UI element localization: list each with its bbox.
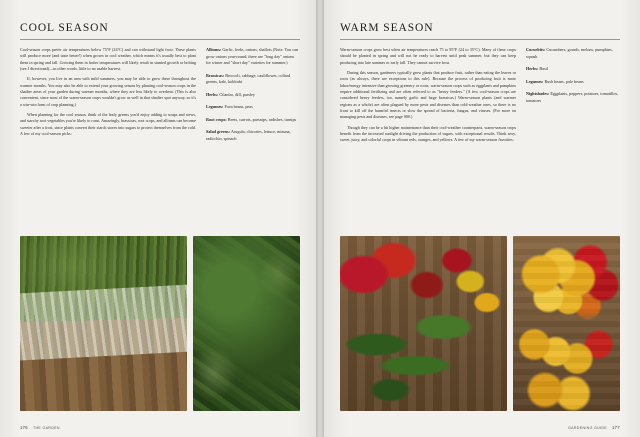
- list-item: [526, 91, 620, 104]
- photo-leafy-greens: [193, 236, 300, 411]
- paragraph: During this season, gardeners typically grow plants that produce fruit, rather than eating the leaves or roots (as always, there are exceptions to this rule). Because the process of producing fruit is more labor/energy intensive than growing greenery or roots, warm-season crops such as eggplants and pumpkins require additional fertilizing and are often referred to as "heavy feeders." (A few cool-season crops are considered heavy feeders, too, namely garlic and large brassicas.) Warm-season plants (and warmer regions as a whole) are often plagued by more pests and diseases than cold-weather ones, so there is no front to kill off the harmful insects or slow the spread of bacteria, fungus, and viruses. (For more on managing pests and diseases, see page 000.): [340, 70, 516, 120]
- list-item-label: Nightshades:: [526, 91, 550, 96]
- list-item-text: Bush beans, pole beans: [544, 78, 584, 84]
- list-item-label: Cucurbits:: [526, 47, 546, 52]
- list-item-text: Broccoli, cabbage, cauliflower, collard greens, kale, kohlrabi: [206, 72, 291, 84]
- paragraph: When planning for the cool season, think of the leafy greens you'd enjoy adding to soups and stews, and starchy root vegetables you're likely to roast. Amazingly, brassicas, root crops, and alliums can become sweeter after a frost, since plants convert their starch stores into sugars to protect themselves from the cold. A few of my cool-season picks:: [20, 112, 196, 137]
- list-item: [526, 66, 620, 73]
- left-photo-row: [20, 236, 300, 411]
- list-item-label: Brassicas:: [206, 72, 225, 78]
- page-title-warm-season: WARM SEASON: [340, 22, 434, 34]
- list-item: [206, 104, 300, 111]
- list-item-text: Beets, carrots, parsnips, radishes, turnips: [227, 116, 297, 122]
- list-item: [526, 47, 620, 60]
- right-columns: [340, 47, 620, 148]
- right-sidebar-list: [526, 47, 620, 148]
- left-columns: [20, 47, 300, 148]
- list-item: [206, 129, 300, 142]
- left-body-column: [20, 47, 196, 148]
- running-head: GARDENING GUIDE: [568, 425, 608, 430]
- paragraph: If, however, you live in an area with mild summers, you may be able to grow these throughout the warmer months. You may also be able to extend your growing season by planting cool-season crops in the shadier areas of your garden during warmer months, where they are less likely to overheat. (This is also convenient, since most of the warm-season crops wouldn't grow as well in that shadier spot anyway, so it's a win-win form of crop planning.): [20, 76, 196, 107]
- photo-cherry-tomato-baskets: [513, 236, 620, 411]
- right-body-column: [340, 47, 516, 148]
- right-photo-row: [340, 236, 620, 411]
- photo-leeks-on-table: [20, 236, 187, 411]
- photo-peppers-and-tomatoes: [340, 236, 507, 411]
- list-item-text: Arugula, chicories, lettuce, mizuna, radicchio, spinach: [206, 129, 291, 141]
- list-item: [526, 79, 620, 86]
- paragraph: Warm-season crops grow best when air temperatures reach 75 to 95°F (24 to 35°C). Many of these crops should be planted in spring and will not be ready to harvest until peak summer, but they can keep producing into late summer or early fall. They cannot survive frost.: [340, 47, 516, 65]
- list-item-text: Basil: [539, 66, 548, 71]
- right-page: [320, 0, 640, 437]
- paragraph: Though they can be a bit higher maintenance than their cool-weather counterparts, warm-season crops benefit from the increased sunlight driving the production of sugars, with exceptional results. Think sexy, sweet, juicy, and colorful crops in vibrant reds, oranges, and yellows. A few of my warm-season favorites:: [340, 124, 516, 143]
- list-item-label: Root crops:: [206, 116, 227, 122]
- left-page-footer: [20, 425, 300, 430]
- paragraph: Cool-season crops prefer air temperatures below 75°F (24°C) and can withstand light frost. These plants will produce more (and taste better!) when grown in cool weather, which means it's usually best to plant them in spring and fall. Growing them in hotter temperatures will likely result in stunted growth or bolting (see J directional)—in other words, little to no usable harvest.: [20, 47, 196, 72]
- list-item: [206, 92, 300, 99]
- list-item-label: Herbs:: [526, 66, 539, 71]
- list-item-label: Herbs:: [206, 91, 219, 97]
- list-item-text: Fava beans, peas: [224, 104, 253, 109]
- right-page-footer: [340, 425, 620, 430]
- list-item-label: Legumes:: [206, 104, 224, 109]
- list-item-text: Cilantro, dill, parsley: [219, 91, 255, 97]
- title-rule-right: [340, 39, 620, 40]
- page-title-cool-season: COOL SEASON: [20, 22, 109, 34]
- list-item-label: Salad greens:: [206, 129, 231, 134]
- list-item-text: Eggplants, peppers, potatoes, tomatillos, tomatoes: [526, 91, 619, 103]
- running-head: THE GARDEN: [32, 425, 60, 430]
- list-item: [206, 47, 300, 67]
- list-item-text: Cucumbers, gourds, melons, pumpkins, squash: [526, 47, 613, 59]
- title-rule-left: [20, 39, 300, 40]
- list-item-label: Alliums:: [206, 47, 222, 52]
- left-sidebar-list: [206, 47, 300, 148]
- list-item-label: Legumes:: [526, 78, 544, 84]
- list-item: [206, 117, 300, 124]
- folio-number: 176: [20, 425, 28, 430]
- list-item-text: Garlic, leeks, onions, shallots (Note: You can grow onions year-round; there are "long day" onions for winter and "short day" varieties for summer.): [206, 47, 299, 65]
- list-item: [206, 73, 300, 86]
- folio-number: 177: [612, 425, 620, 430]
